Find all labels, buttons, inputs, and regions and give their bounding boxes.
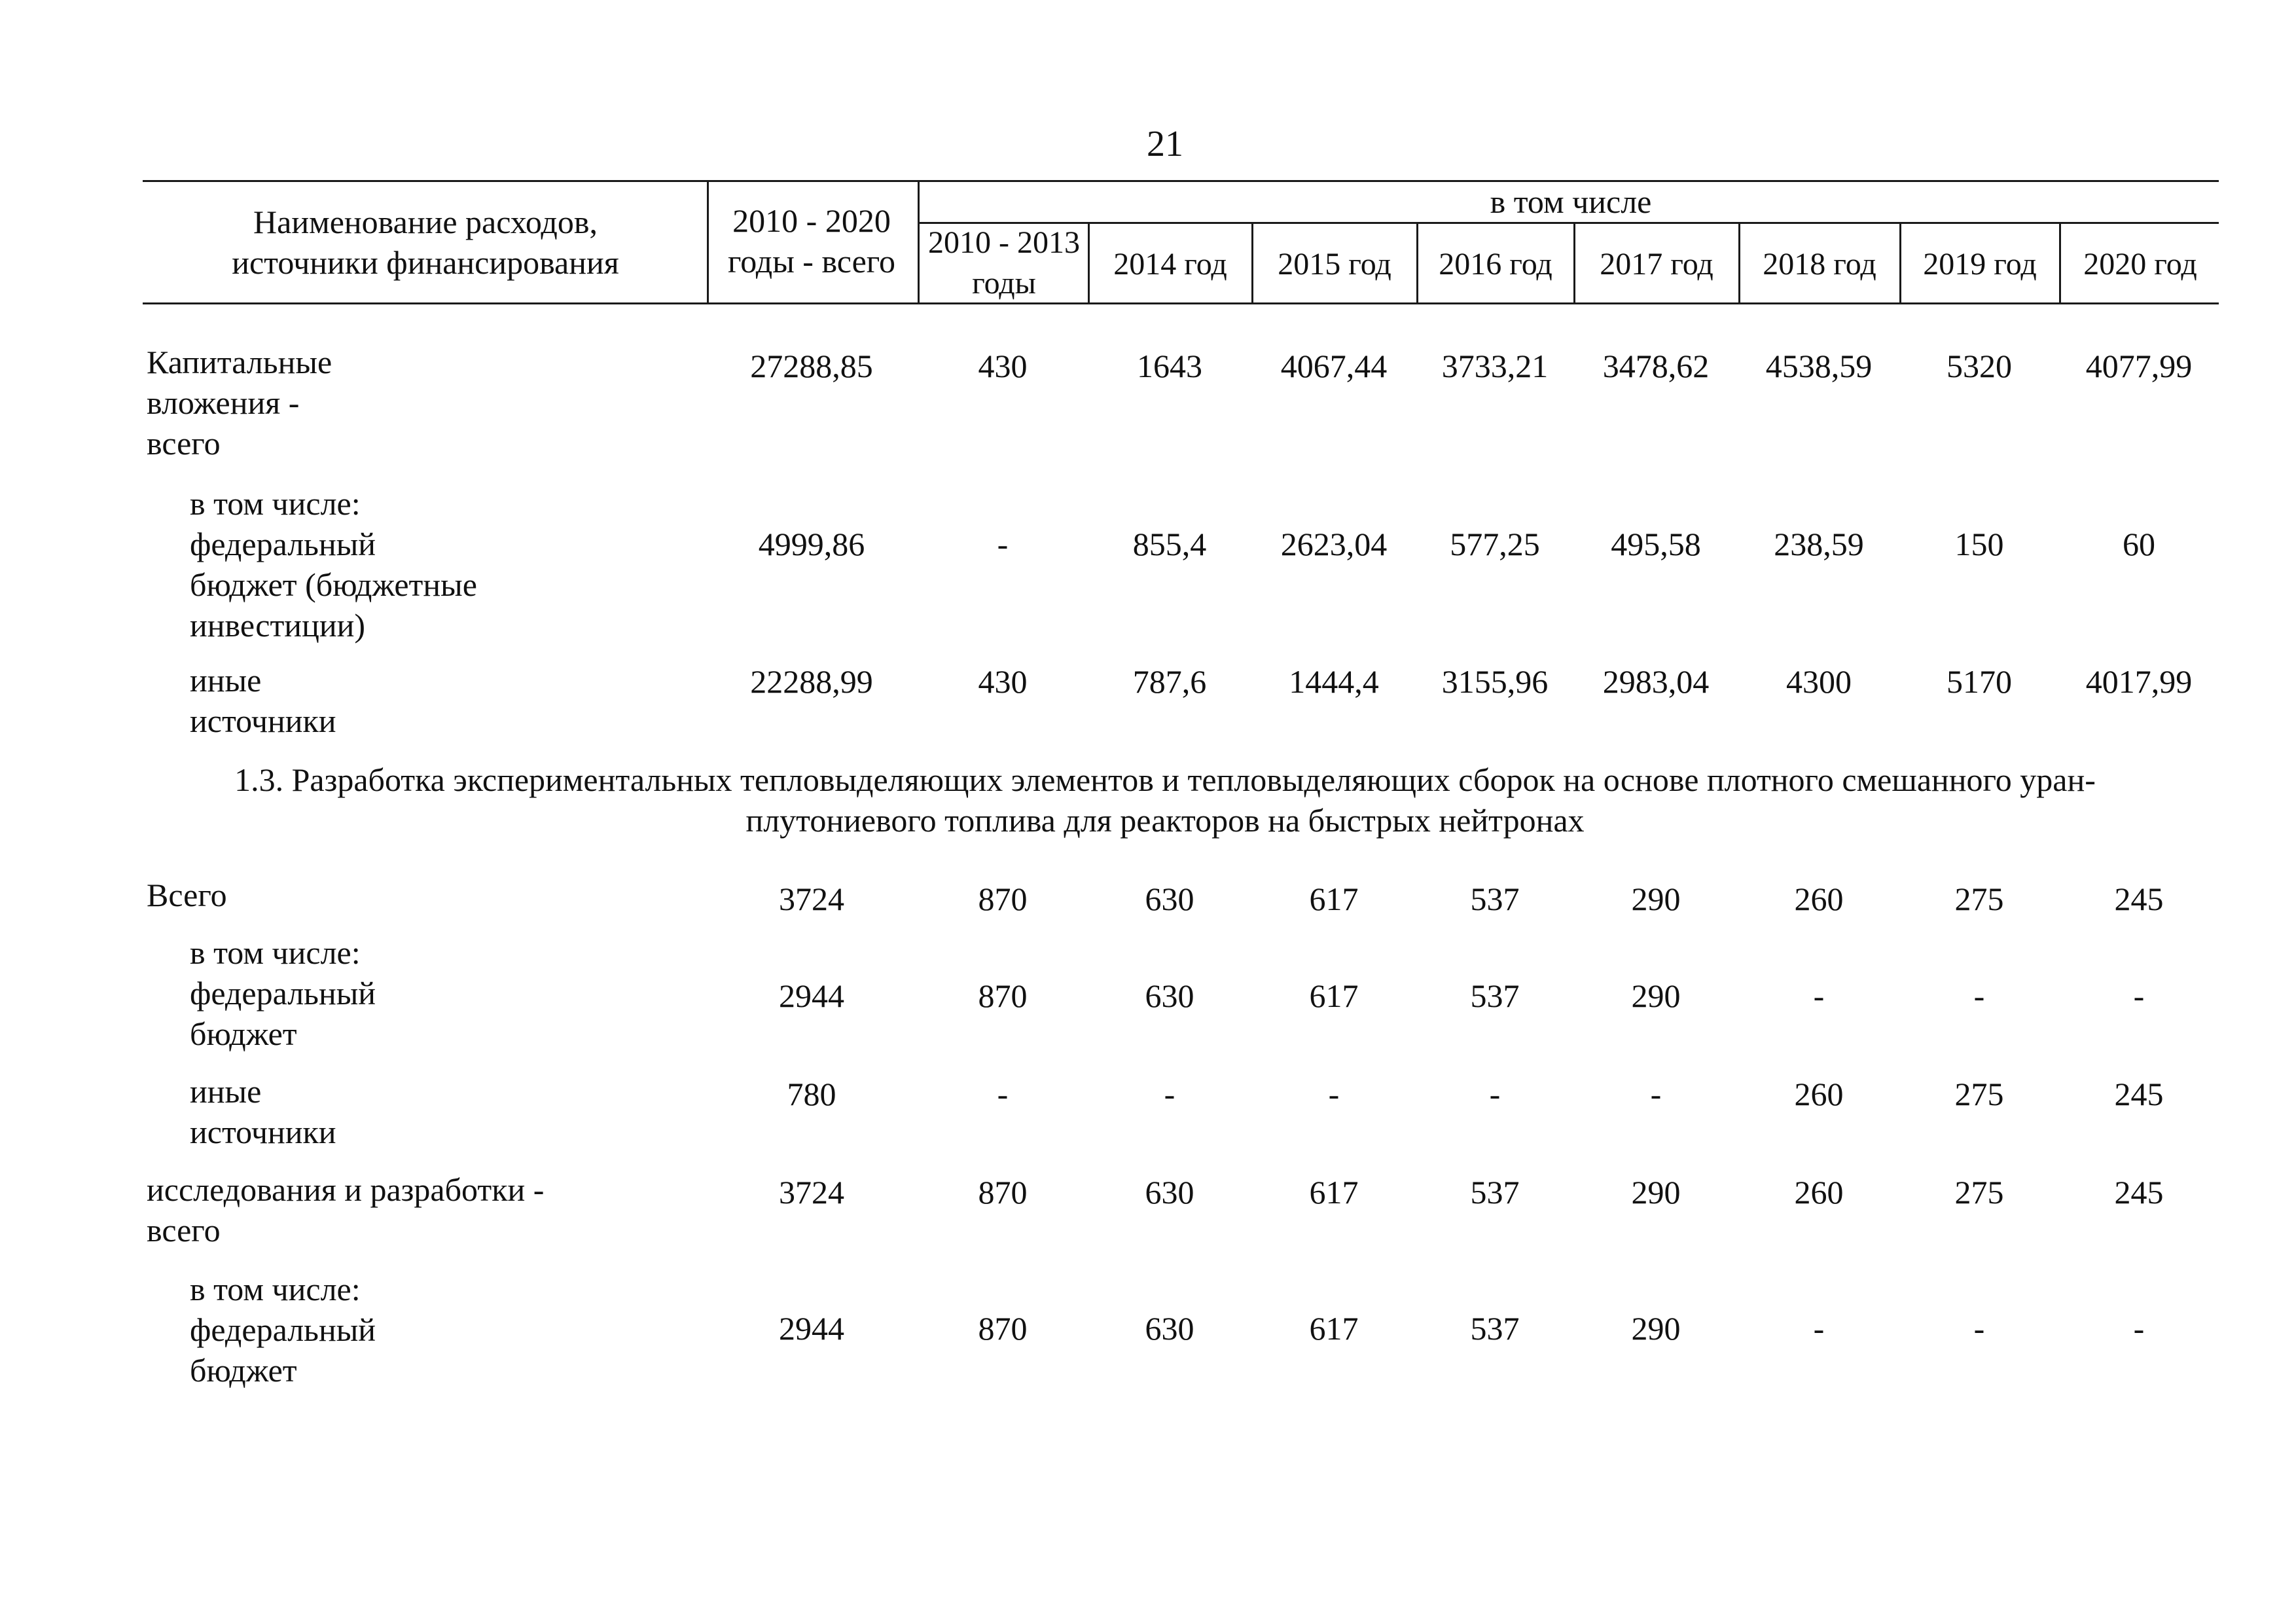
header-total-column: 2010 - 2020 годы - всего [727, 202, 896, 280]
table-cell: - [997, 526, 1009, 562]
table-cell: 537 [1470, 1174, 1520, 1211]
table-cell: 1643 [1137, 348, 1202, 384]
table-cell: - [1973, 1310, 1985, 1347]
table-cell: 275 [1954, 881, 2004, 917]
table-cell: 537 [1470, 881, 1520, 917]
table-cell: 290 [1631, 1310, 1681, 1347]
table-cell: 3724 [779, 881, 844, 917]
table-cell: 870 [978, 1310, 1028, 1347]
row-label: иные источники [190, 662, 336, 739]
header-col-2015: 2015 год [1278, 247, 1391, 282]
table-cell: 290 [1631, 881, 1681, 917]
header-col-2016: 2016 год [1439, 247, 1552, 282]
table-cell: 630 [1145, 977, 1194, 1014]
table-cell: 1444,4 [1289, 663, 1379, 700]
table-cell: 260 [1794, 881, 1844, 917]
table-cell: 238,59 [1774, 526, 1864, 562]
table-cell: - [1164, 1076, 1175, 1112]
row-label: в том числе: федеральный бюджет [190, 934, 376, 1052]
table-cell: 4538,59 [1765, 348, 1873, 384]
table-cell: 630 [1145, 1310, 1194, 1347]
header-col-2017: 2017 год [1600, 247, 1713, 282]
table-cell: 430 [978, 663, 1028, 700]
row-label: Капитальные вложения - всего [147, 344, 332, 462]
table-cell: 2623,04 [1280, 526, 1388, 562]
table-cell: 870 [978, 1174, 1028, 1211]
row-label: в том числе: федеральный бюджет (бюджетные инвестиции) [190, 485, 477, 644]
table-cell: - [2133, 977, 2145, 1014]
page-number: 21 [1147, 124, 1183, 164]
header-col-2020: 2020 год [2083, 247, 2197, 282]
table-cell: 617 [1309, 1310, 1359, 1347]
table-cell: - [1328, 1076, 1340, 1112]
table-cell: 630 [1145, 1174, 1194, 1211]
table-cell: 245 [2114, 1076, 2164, 1112]
table-cell: - [997, 1076, 1009, 1112]
table-cell: 260 [1794, 1076, 1844, 1112]
table-cell: 855,4 [1132, 526, 1207, 562]
table-cell: - [1813, 977, 1825, 1014]
header-name-column: Наименование расходов, источники финансирования [232, 204, 619, 281]
table-cell: 3155,96 [1441, 663, 1549, 700]
table-cell: 2944 [779, 1310, 844, 1347]
header-col-2018: 2018 год [1763, 247, 1876, 282]
row-label: в том числе: федеральный бюджет [190, 1271, 376, 1389]
table-cell: 870 [978, 977, 1028, 1014]
table-cell: 495,58 [1611, 526, 1701, 562]
row-label: Всего [147, 877, 227, 913]
table-cell: 2944 [779, 977, 844, 1014]
row-label: исследования и разработки - всего [147, 1171, 545, 1249]
table-cell: 275 [1954, 1076, 2004, 1112]
table-cell: 577,25 [1450, 526, 1540, 562]
table-cell: 3733,21 [1441, 348, 1549, 384]
section-title: 1.3. Разработка экспериментальных тепловыделяющих элементов и тепловыделяющих сборок на основе плотного смешанного уран-плутониевого топлива для реакторов на быстрых нейтронах [234, 761, 2096, 839]
table-cell: 870 [978, 881, 1028, 917]
table-cell: 60 [2123, 526, 2155, 562]
table-cell: 27288,85 [750, 348, 873, 384]
row-label: иные источники [190, 1073, 336, 1150]
table-cell: 4067,44 [1280, 348, 1388, 384]
table-cell: 780 [787, 1076, 836, 1112]
table-cell: - [1813, 1310, 1825, 1347]
table-cell: - [1650, 1076, 1662, 1112]
table-cell: 3724 [779, 1174, 844, 1211]
table-cell: 617 [1309, 1174, 1359, 1211]
table-cell: 290 [1631, 1174, 1681, 1211]
header-col-2014: 2014 год [1113, 247, 1227, 282]
table-cell: 5320 [1946, 348, 2012, 384]
table-cell: 260 [1794, 1174, 1844, 1211]
table-cell: 290 [1631, 977, 1681, 1014]
table-cell: - [1489, 1076, 1501, 1112]
table-cell: 245 [2114, 881, 2164, 917]
table-cell: 2983,04 [1602, 663, 1710, 700]
table-cell: - [1973, 977, 1985, 1014]
header-including: в том числе [1490, 183, 1652, 220]
table-cell: 430 [978, 348, 1028, 384]
table-cell: 3478,62 [1602, 348, 1710, 384]
table-cell: 617 [1309, 881, 1359, 917]
table-cell: - [2133, 1310, 2145, 1347]
header-col-2010-2013: 2010 - 2013 годы [928, 225, 1080, 301]
header-col-2019: 2019 год [1923, 247, 2037, 282]
table-cell: 787,6 [1132, 663, 1207, 700]
table-cell: 275 [1954, 1174, 2004, 1211]
table-cell: 22288,99 [750, 663, 873, 700]
table-cell: 617 [1309, 977, 1359, 1014]
table-cell: 537 [1470, 1310, 1520, 1347]
table-cell: 537 [1470, 977, 1520, 1014]
table-cell: 245 [2114, 1174, 2164, 1211]
table-cell: 4017,99 [2085, 663, 2193, 700]
table-cell: 5170 [1946, 663, 2012, 700]
table-cell: 4999,86 [758, 526, 865, 562]
table-cell: 150 [1954, 526, 2004, 562]
table-cell: 630 [1145, 881, 1194, 917]
table-cell: 4077,99 [2085, 348, 2193, 384]
table-cell: 4300 [1786, 663, 1852, 700]
